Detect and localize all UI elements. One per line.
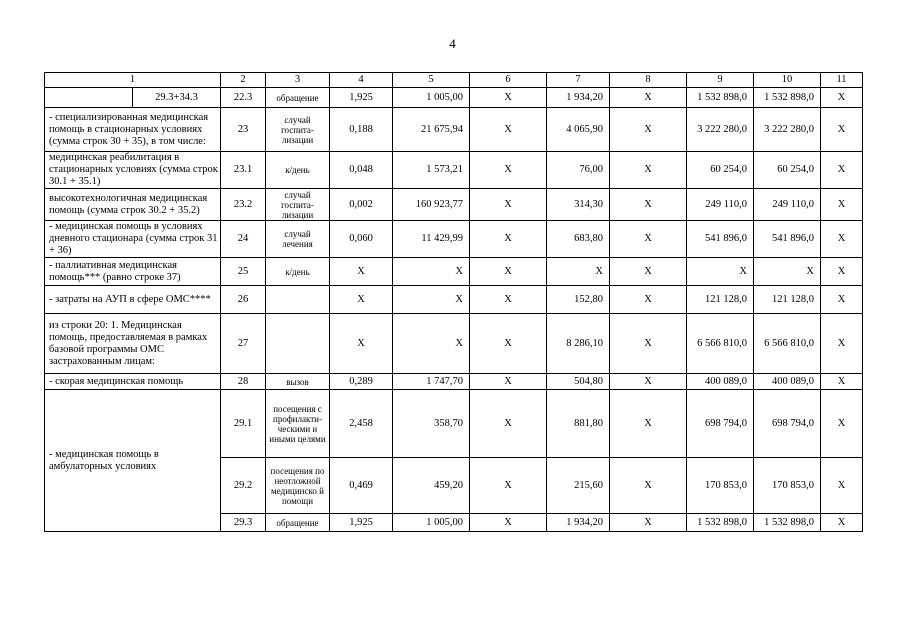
col8-cell: Х — [610, 152, 687, 189]
col11-cell: Х — [821, 314, 863, 374]
col4-cell: Х — [330, 258, 393, 286]
table-row — [45, 286, 863, 314]
code-cell: 26 — [221, 286, 266, 314]
col8-cell: Х — [610, 258, 687, 286]
col10-cell: 249 110,0 — [754, 189, 821, 221]
col9-cell: 60 254,0 — [687, 152, 754, 189]
col6-cell: Х — [470, 152, 547, 189]
col11-cell: Х — [821, 189, 863, 221]
col4-cell: 0,002 — [330, 189, 393, 221]
col6-cell: Х — [470, 88, 547, 108]
unit-cell: случай лечения — [266, 221, 330, 258]
col4-cell: Х — [330, 286, 393, 314]
table-row — [45, 189, 863, 221]
col7-cell: 215,60 — [547, 458, 610, 514]
col5-cell: 11 429,99 — [393, 221, 470, 258]
page-number: 4 — [449, 36, 456, 51]
col4-cell: Х — [330, 314, 393, 374]
col8-cell: Х — [610, 189, 687, 221]
header-cell: 9 — [687, 73, 754, 88]
col8-cell: Х — [610, 314, 687, 374]
col10-cell: 121 128,0 — [754, 286, 821, 314]
col8-cell: Х — [610, 514, 687, 532]
unit-cell: вызов — [266, 374, 330, 390]
col10-cell: Х — [754, 258, 821, 286]
code-cell: 29.2 — [221, 458, 266, 514]
col5-cell: 1 005,00 — [393, 88, 470, 108]
header-cell: 11 — [821, 73, 863, 88]
col11-cell: Х — [821, 514, 863, 532]
label-cell: высокотехнологичная медицинская помощь (сумма строк 30.2 + 35.2) — [45, 189, 221, 221]
col9-cell: 400 089,0 — [687, 374, 754, 390]
table-row — [45, 108, 863, 152]
col9-cell: 698 794,0 — [687, 390, 754, 458]
header-cell: 8 — [610, 73, 687, 88]
col4-cell: 2,458 — [330, 390, 393, 458]
col7-cell: 1 934,20 — [547, 88, 610, 108]
col10-cell: 1 532 898,0 — [754, 88, 821, 108]
unit-cell — [266, 314, 330, 374]
table-row — [45, 374, 863, 390]
header-row — [45, 73, 863, 88]
col9-cell: 1 532 898,0 — [687, 514, 754, 532]
unit-cell: обращение — [266, 514, 330, 532]
table-row — [45, 152, 863, 189]
header-cell: 2 — [221, 73, 266, 88]
col7-cell: 314,30 — [547, 189, 610, 221]
col7-cell: 76,00 — [547, 152, 610, 189]
header-cell: 10 — [754, 73, 821, 88]
label-cell: - медицинская помощь в условиях дневного стационара (сумма строк 31 + 36) — [45, 221, 221, 258]
col5-cell: 21 675,94 — [393, 108, 470, 152]
unit-cell: посещения по неотложной медицинско й помощи — [266, 458, 330, 514]
col6-cell: Х — [470, 514, 547, 532]
col10-cell: 170 853,0 — [754, 458, 821, 514]
col9-cell: 170 853,0 — [687, 458, 754, 514]
unit-cell — [266, 286, 330, 314]
col7-cell: 683,80 — [547, 221, 610, 258]
label-cell: из строки 20: 1. Медицинская помощь, предоставляемая в рамках базовой программы ОМС застрахованным лицам: — [45, 314, 221, 374]
col4-cell: 1,925 — [330, 88, 393, 108]
col7-cell: 1 934,20 — [547, 514, 610, 532]
col10-cell: 400 089,0 — [754, 374, 821, 390]
sub-label-cell: 29.3+34.3 — [133, 88, 221, 108]
col11-cell: Х — [821, 458, 863, 514]
col5-cell: Х — [393, 314, 470, 374]
header-cell: 6 — [470, 73, 547, 88]
col6-cell: Х — [470, 258, 547, 286]
col9-cell: 1 532 898,0 — [687, 88, 754, 108]
col10-cell: 541 896,0 — [754, 221, 821, 258]
col8-cell: Х — [610, 458, 687, 514]
label-cell: - специализированная медицинская помощь в стационарных условиях (сумма строк 30 + 35), в том числе: — [45, 108, 221, 152]
unit-cell: посещения с профилакти-ческими и иными целями — [266, 390, 330, 458]
unit-cell: случай госпита-лизации — [266, 108, 330, 152]
col5-cell: 1 005,00 — [393, 514, 470, 532]
col5-cell: 1 747,70 — [393, 374, 470, 390]
table-row — [45, 88, 863, 108]
col5-cell: 358,70 — [393, 390, 470, 458]
label-cell: - затраты на АУП в сфере ОМС**** — [45, 286, 221, 314]
header-cell: 4 — [330, 73, 393, 88]
code-cell: 29.3 — [221, 514, 266, 532]
table-row — [45, 390, 863, 458]
col8-cell: Х — [610, 286, 687, 314]
col10-cell: 6 566 810,0 — [754, 314, 821, 374]
col11-cell: Х — [821, 88, 863, 108]
col6-cell: Х — [470, 189, 547, 221]
header-cell: 7 — [547, 73, 610, 88]
unit-cell: случай госпита-лизации — [266, 189, 330, 221]
col10-cell: 698 794,0 — [754, 390, 821, 458]
col5-cell: Х — [393, 286, 470, 314]
code-cell: 27 — [221, 314, 266, 374]
unit-cell: к/день — [266, 258, 330, 286]
col5-cell: Х — [393, 258, 470, 286]
code-cell: 25 — [221, 258, 266, 286]
col6-cell: Х — [470, 221, 547, 258]
col4-cell: 0,289 — [330, 374, 393, 390]
col9-cell: 541 896,0 — [687, 221, 754, 258]
code-cell: 24 — [221, 221, 266, 258]
col8-cell: Х — [610, 108, 687, 152]
col4-cell: 0,188 — [330, 108, 393, 152]
col6-cell: Х — [470, 108, 547, 152]
header-cell: 5 — [393, 73, 470, 88]
label-cell — [45, 88, 133, 108]
code-cell: 23.1 — [221, 152, 266, 189]
col8-cell: Х — [610, 390, 687, 458]
col11-cell: Х — [821, 390, 863, 458]
col11-cell: Х — [821, 286, 863, 314]
header-cell: 1 — [45, 73, 221, 88]
col4-cell: 0,060 — [330, 221, 393, 258]
col7-cell: 504,80 — [547, 374, 610, 390]
financing-table — [44, 72, 863, 532]
col11-cell: Х — [821, 221, 863, 258]
col10-cell: 3 222 280,0 — [754, 108, 821, 152]
col9-cell: Х — [687, 258, 754, 286]
label-cell: - паллиативная медицинская помощь*** (равно строке 37) — [45, 258, 221, 286]
col6-cell: Х — [470, 286, 547, 314]
col5-cell: 1 573,21 — [393, 152, 470, 189]
table-row — [45, 314, 863, 374]
col9-cell: 121 128,0 — [687, 286, 754, 314]
col7-cell: 4 065,90 — [547, 108, 610, 152]
col5-cell: 459,20 — [393, 458, 470, 514]
col9-cell: 6 566 810,0 — [687, 314, 754, 374]
table-row — [45, 258, 863, 286]
col8-cell: Х — [610, 88, 687, 108]
col4-cell: 1,925 — [330, 514, 393, 532]
code-cell: 23.2 — [221, 189, 266, 221]
label-cell: медицинская реабилитация в стационарных условиях (сумма строк 30.1 + 35.1) — [45, 152, 221, 189]
header-cell: 3 — [266, 73, 330, 88]
col11-cell: Х — [821, 152, 863, 189]
col7-cell: 8 286,10 — [547, 314, 610, 374]
col7-cell: Х — [547, 258, 610, 286]
col6-cell: Х — [470, 458, 547, 514]
col11-cell: Х — [821, 374, 863, 390]
col7-cell: 881,80 — [547, 390, 610, 458]
col10-cell: 60 254,0 — [754, 152, 821, 189]
col6-cell: Х — [470, 390, 547, 458]
col8-cell: Х — [610, 221, 687, 258]
col4-cell: 0,048 — [330, 152, 393, 189]
col8-cell: Х — [610, 374, 687, 390]
col6-cell: Х — [470, 374, 547, 390]
col5-cell: 160 923,77 — [393, 189, 470, 221]
col10-cell: 1 532 898,0 — [754, 514, 821, 532]
code-cell: 29.1 — [221, 390, 266, 458]
table-row — [45, 221, 863, 258]
code-cell: 28 — [221, 374, 266, 390]
col9-cell: 3 222 280,0 — [687, 108, 754, 152]
col9-cell: 249 110,0 — [687, 189, 754, 221]
col11-cell: Х — [821, 108, 863, 152]
col11-cell: Х — [821, 258, 863, 286]
code-cell: 22.3 — [221, 88, 266, 108]
col7-cell: 152,80 — [547, 286, 610, 314]
unit-cell: к/день — [266, 152, 330, 189]
label-cell: - скорая медицинская помощь — [45, 374, 221, 390]
col4-cell: 0,469 — [330, 458, 393, 514]
group-label-cell: - медицинская помощь в амбулаторных условиях — [45, 390, 221, 532]
col6-cell: Х — [470, 314, 547, 374]
unit-cell: обращение — [266, 88, 330, 108]
code-cell: 23 — [221, 108, 266, 152]
